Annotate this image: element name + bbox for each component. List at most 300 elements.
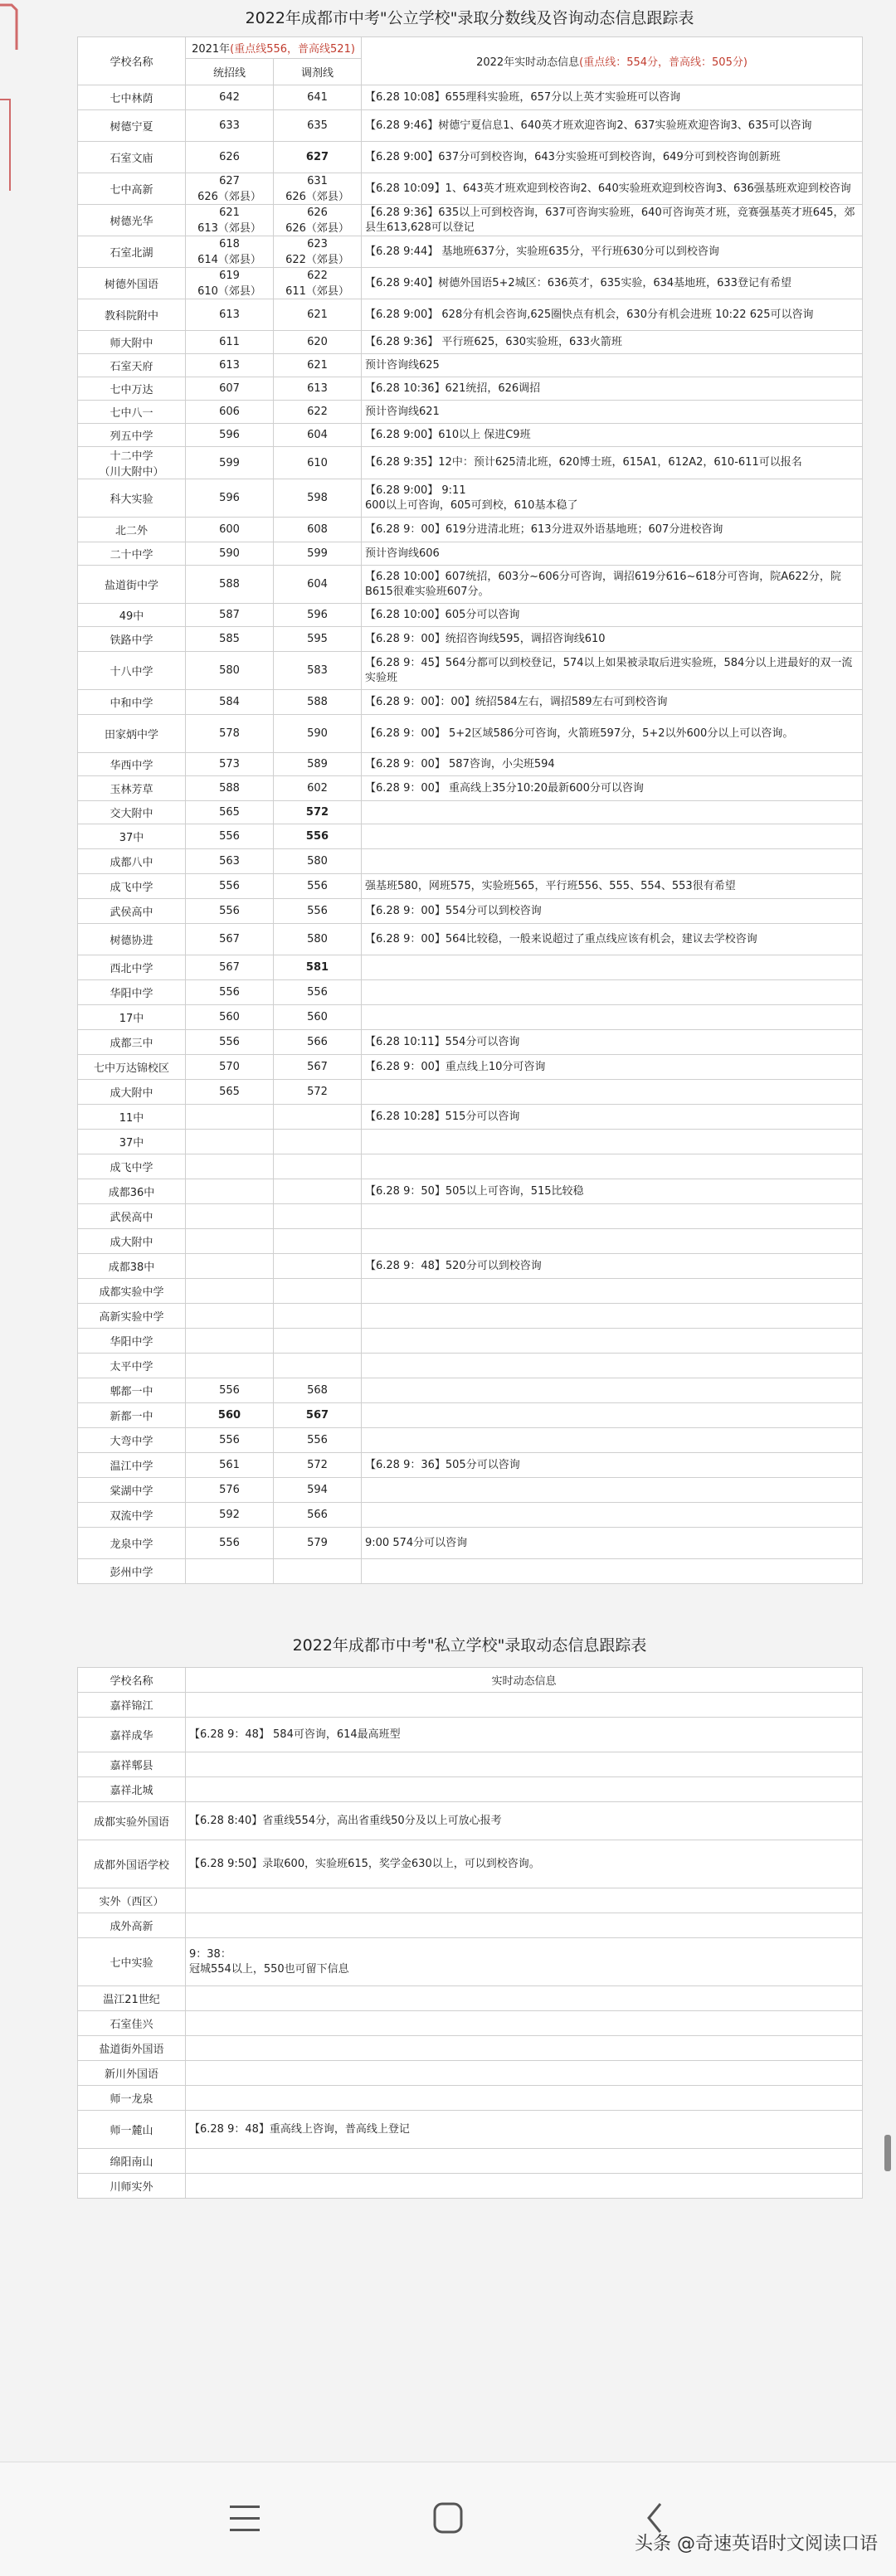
tongzhao-cell [186, 1279, 274, 1304]
table-row [78, 1840, 863, 1888]
col-header-school: 学校名称 [78, 37, 186, 85]
tiaoji-cell: 613 [274, 377, 362, 401]
tongzhao-cell: 556 [186, 1428, 274, 1453]
tongzhao-cell: 611 [186, 331, 274, 354]
table-row [78, 1528, 863, 1559]
table-row [78, 1179, 863, 1204]
menu-icon[interactable] [220, 2496, 270, 2542]
col-header-2021: 2021年(重点线556，普高线521) [186, 37, 362, 59]
table-row [78, 1478, 863, 1503]
tiaoji-cell: 626 626（郊县） [274, 205, 362, 236]
school-name-cell: 铁路中学 [78, 627, 186, 652]
school-name-cell: 盐道街中学 [78, 566, 186, 604]
realtime-note-cell [362, 1304, 863, 1329]
school-name-cell: 实外（西区） [78, 1888, 186, 1913]
tiaoji-cell [274, 1179, 362, 1204]
tiaoji-cell: 590 [274, 715, 362, 753]
table-row [78, 899, 863, 924]
table-row [78, 1030, 863, 1055]
table-row [78, 447, 863, 479]
realtime-note-cell: 【6.28 9：48】 584可咨询，614最高班型 [186, 1718, 863, 1752]
school-name-cell: 郫都一中 [78, 1378, 186, 1403]
tiaoji-cell: 556 [274, 899, 362, 924]
school-name-cell: 田家炳中学 [78, 715, 186, 753]
col-header-realtime: 2022年实时动态信息(重点线：554分，普高线：505分) [362, 37, 863, 85]
table-row [78, 85, 863, 110]
realtime-note-cell: 【6.28 9:50】录取600，实验班615，奖学金630以上，可以到校咨询。 [186, 1840, 863, 1888]
tiaoji-cell: 560 [274, 1005, 362, 1030]
table-row [78, 1130, 863, 1154]
school-name-cell: 树德光华 [78, 205, 186, 236]
tongzhao-cell: 578 [186, 715, 274, 753]
tongzhao-cell [186, 1354, 274, 1378]
school-name-cell: 成都36中 [78, 1179, 186, 1204]
school-name-cell: 二十中学 [78, 542, 186, 566]
tongzhao-cell: 627 626（郊县） [186, 173, 274, 205]
tiaoji-cell: 620 [274, 331, 362, 354]
tiaoji-cell: 602 [274, 776, 362, 801]
school-name-cell: 彭州中学 [78, 1559, 186, 1584]
realtime-note-cell: 【6.28 9：00】 重高线上35分10:20最新600分可以咨询 [362, 776, 863, 801]
watermark-text: 头条 @奇速英语时文阅读口语 [635, 2534, 878, 2554]
table-row [78, 518, 863, 542]
tiaoji-cell: 641 [274, 85, 362, 110]
table-row [78, 2111, 863, 2149]
table-row [78, 2061, 863, 2086]
tiaoji-cell [274, 1204, 362, 1229]
realtime-note-cell: 【6.28 9:35】12中：预计625清北班，620博士班，615A1，612A2，610-611可以报名 [362, 447, 863, 479]
table-row [78, 299, 863, 331]
public-table-title: 2022年成都市中考"公立学校"录取分数线及咨询动态信息跟踪表 [245, 9, 694, 27]
school-name-cell: 嘉祥锦江 [78, 1693, 186, 1718]
private-schools-table [77, 1667, 863, 2199]
tiaoji-cell: 622 611（郊县） [274, 268, 362, 299]
realtime-note-cell [362, 1428, 863, 1453]
table-row [78, 824, 863, 849]
realtime-note-cell: 【6.28 9：00】统招咨询线595，调招咨询线610 [362, 627, 863, 652]
realtime-note-cell [362, 1080, 863, 1105]
school-name-cell: 七中实验 [78, 1938, 186, 1986]
realtime-note-cell [362, 1130, 863, 1154]
tongzhao-cell: 567 [186, 955, 274, 980]
realtime-note-cell: 【6.28 9:36】635以上可到校咨询，637可咨询实验班，640可咨询英才班，竞赛强基英才班645，郊县生613,628可以登记 [362, 205, 863, 236]
realtime-note-cell: 【6.28 9:44】 基地班637分，实验班635分，平行班630分可以到校咨询 [362, 236, 863, 268]
school-name-cell: 37中 [78, 824, 186, 849]
realtime-note-cell: 【6.28 9:40】树德外国语5+2城区：636英才，635实验，634基地班，633登记有希望 [362, 268, 863, 299]
tongzhao-cell: 570 [186, 1055, 274, 1080]
tongzhao-cell: 592 [186, 1503, 274, 1528]
table-row [78, 268, 863, 299]
realtime-note-cell: 预计咨询线606 [362, 542, 863, 566]
scrollbar-thumb[interactable] [884, 2135, 891, 2171]
table-row [78, 1938, 863, 1986]
table-row [78, 776, 863, 801]
tiaoji-cell [274, 1130, 362, 1154]
table-row [78, 1888, 863, 1913]
tongzhao-cell: 596 [186, 424, 274, 447]
tiaoji-cell: 572 [274, 1453, 362, 1478]
realtime-note-cell [362, 1403, 863, 1428]
tiaoji-cell: 621 [274, 299, 362, 331]
tiaoji-cell: 556 [274, 824, 362, 849]
tiaoji-cell: 581 [274, 955, 362, 980]
tiaoji-cell: 580 [274, 924, 362, 955]
tiaoji-cell [274, 1229, 362, 1254]
school-name-cell: 龙泉中学 [78, 1528, 186, 1559]
school-name-cell: 成飞中学 [78, 1154, 186, 1179]
tiaoji-cell: 567 [274, 1403, 362, 1428]
realtime-note-cell [186, 2086, 863, 2111]
realtime-note-cell: 【6.28 9：00】重点线上10分可咨询 [362, 1055, 863, 1080]
private-col-header-school: 学校名称 [78, 1668, 186, 1693]
col-header-tongzhao: 统招线 [186, 59, 274, 85]
school-name-cell: 绵阳南山 [78, 2149, 186, 2174]
tiaoji-cell: 623 622（郊县） [274, 236, 362, 268]
table-row [78, 2011, 863, 2036]
school-name-cell: 七中万达 [78, 377, 186, 401]
tongzhao-cell [186, 1304, 274, 1329]
tiaoji-cell: 566 [274, 1030, 362, 1055]
tongzhao-cell: 600 [186, 518, 274, 542]
tiaoji-cell: 635 [274, 110, 362, 142]
tongzhao-cell: 580 [186, 652, 274, 690]
tongzhao-cell: 588 [186, 566, 274, 604]
school-name-cell: 教科院附中 [78, 299, 186, 331]
tiaoji-cell: 583 [274, 652, 362, 690]
realtime-note-cell [186, 1986, 863, 2011]
table-row [78, 1718, 863, 1752]
tongzhao-cell: 621 613（郊县） [186, 205, 274, 236]
tongzhao-cell: 588 [186, 776, 274, 801]
school-name-cell: 新川外国语 [78, 2061, 186, 2086]
table-row [78, 331, 863, 354]
tiaoji-cell [274, 1304, 362, 1329]
table-row [78, 2174, 863, 2199]
school-name-cell: 师大附中 [78, 331, 186, 354]
school-name-cell: 十二中学 （川大附中） [78, 447, 186, 479]
school-name-cell: 树德外国语 [78, 268, 186, 299]
realtime-note-cell: 【6.28 10:00】607统招，603分~606分可咨询，调招619分616~618分可咨询，院A622分，院B615很难实验班607分。 [362, 566, 863, 604]
realtime-note-cell [362, 801, 863, 824]
tongzhao-cell: 576 [186, 1478, 274, 1503]
realtime-note-cell: 【6.28 9:00】 9:11 600以上可咨询，605可到校，610基本稳了 [362, 479, 863, 518]
realtime-note-cell: 【6.28 9：00】554分可以到校咨询 [362, 899, 863, 924]
tiaoji-cell: 604 [274, 566, 362, 604]
school-name-cell: 嘉祥成华 [78, 1718, 186, 1752]
tiaoji-cell: 596 [274, 604, 362, 627]
tiaoji-cell: 566 [274, 1503, 362, 1528]
table-row [78, 1559, 863, 1584]
realtime-note-cell: 【6.28 9:36】 平行班625，630实验班，633火箭班 [362, 331, 863, 354]
tongzhao-cell: 560 [186, 1403, 274, 1428]
tongzhao-cell [186, 1559, 274, 1584]
realtime-note-cell [186, 1777, 863, 1802]
tiaoji-cell: 608 [274, 518, 362, 542]
school-name-cell: 玉林芳草 [78, 776, 186, 801]
realtime-note-cell [186, 1752, 863, 1777]
school-name-cell: 武侯高中 [78, 1204, 186, 1229]
tongzhao-cell [186, 1229, 274, 1254]
school-name-cell: 川师实外 [78, 2174, 186, 2199]
tongzhao-cell [186, 1130, 274, 1154]
tongzhao-cell: 606 [186, 401, 274, 424]
public-schools-table [77, 36, 863, 1584]
table-row [78, 1154, 863, 1179]
table-row [78, 236, 863, 268]
school-name-cell: 科大实验 [78, 479, 186, 518]
realtime-note-cell: 9：38： 冠城554以上，550也可留下信息 [186, 1938, 863, 1986]
realtime-note-cell [186, 2061, 863, 2086]
tongzhao-cell: 560 [186, 1005, 274, 1030]
table-row [78, 627, 863, 652]
school-name-cell: 成都外国语学校 [78, 1840, 186, 1888]
school-name-cell: 石室佳兴 [78, 2011, 186, 2036]
table-row [78, 801, 863, 824]
tiaoji-cell: 622 [274, 401, 362, 424]
document-sheet [77, 0, 862, 2199]
realtime-note-cell: 【6.28 9：00】 587咨询，小尖班594 [362, 753, 863, 776]
school-name-cell: 嘉祥郫县 [78, 1752, 186, 1777]
school-name-cell: 嘉祥北城 [78, 1777, 186, 1802]
tongzhao-cell: 613 [186, 299, 274, 331]
tiaoji-cell: 579 [274, 1528, 362, 1559]
realtime-note-cell: 【6.28 9：00】 5+2区域586分可咨询，火箭班597分，5+2以外600分以上可以咨询。 [362, 715, 863, 753]
tiaoji-cell: 588 [274, 690, 362, 715]
school-name-cell: 成大附中 [78, 1229, 186, 1254]
school-name-cell: 七中万达锦校区 [78, 1055, 186, 1080]
tiaoji-cell: 589 [274, 753, 362, 776]
tongzhao-cell: 618 614（郊县） [186, 236, 274, 268]
tiaoji-cell [274, 1354, 362, 1378]
table-row [78, 924, 863, 955]
school-name-cell: 师一龙泉 [78, 2086, 186, 2111]
tiaoji-cell [274, 1154, 362, 1179]
table-row [78, 1005, 863, 1030]
tongzhao-cell: 599 [186, 447, 274, 479]
left-edge-mark [0, 0, 18, 199]
school-name-cell: 新都一中 [78, 1403, 186, 1428]
tiaoji-cell: 556 [274, 980, 362, 1005]
realtime-note-cell: 【6.28 9：48】520分可以到校咨询 [362, 1254, 863, 1279]
school-name-cell: 七中林荫 [78, 85, 186, 110]
tongzhao-cell: 642 [186, 85, 274, 110]
realtime-note-cell [362, 980, 863, 1005]
tiaoji-cell [274, 1279, 362, 1304]
tongzhao-cell: 556 [186, 824, 274, 849]
table-row [78, 1503, 863, 1528]
school-name-cell: 武侯高中 [78, 899, 186, 924]
tiaoji-cell: 556 [274, 1428, 362, 1453]
realtime-note-cell: 【6.28 9:00】637分可到校咨询，643分实验班可到校咨询，649分可到校咨询创新班 [362, 142, 863, 173]
school-name-cell: 盐道街外国语 [78, 2036, 186, 2061]
school-name-cell: 成都八中 [78, 849, 186, 874]
tiaoji-cell: 599 [274, 542, 362, 566]
table-row [78, 2086, 863, 2111]
tongzhao-cell: 596 [186, 479, 274, 518]
realtime-note-cell [362, 1279, 863, 1304]
realtime-note-cell: 【6.28 9:00】610以上 保进C9班 [362, 424, 863, 447]
school-name-cell: 华阳中学 [78, 980, 186, 1005]
realtime-note-cell [362, 1559, 863, 1584]
realtime-note-cell: 【6.28 10:08】655理科实验班，657分以上英才实验班可以咨询 [362, 85, 863, 110]
tongzhao-cell [186, 1179, 274, 1204]
realtime-note-cell: 【6.28 9：45】564分都可以到校登记，574以上如果被录取后进实验班，584分以上进最好的双一流实验班 [362, 652, 863, 690]
school-name-cell: 华西中学 [78, 753, 186, 776]
school-name-cell: 西北中学 [78, 955, 186, 980]
table-row [78, 479, 863, 518]
realtime-note-cell: 【6.28 10:09】1、643英才班欢迎到校咨询2、640实验班欢迎到校咨询3、636强基班欢迎到校咨询 [362, 173, 863, 205]
table-row [78, 1752, 863, 1777]
realtime-note-cell: 【6.28 9：00】619分进清北班；613分进双外语基地班；607分进校咨询 [362, 518, 863, 542]
realtime-note-cell [362, 1329, 863, 1354]
realtime-note-cell [362, 1378, 863, 1403]
school-name-cell: 华阳中学 [78, 1329, 186, 1354]
tiaoji-cell: 556 [274, 874, 362, 899]
table-row [78, 1986, 863, 2011]
table-row [78, 1802, 863, 1840]
realtime-note-cell [362, 955, 863, 980]
tongzhao-cell: 561 [186, 1453, 274, 1478]
tongzhao-cell: 556 [186, 874, 274, 899]
realtime-note-cell [186, 2036, 863, 2061]
table-row [78, 1378, 863, 1403]
table-row [78, 401, 863, 424]
school-name-cell: 太平中学 [78, 1354, 186, 1378]
school-name-cell: 师一麓山 [78, 2111, 186, 2149]
table-row [78, 849, 863, 874]
tongzhao-cell: 565 [186, 1080, 274, 1105]
table-row [78, 1354, 863, 1378]
school-name-cell: 37中 [78, 1130, 186, 1154]
tongzhao-cell: 607 [186, 377, 274, 401]
realtime-note-cell [186, 2174, 863, 2199]
private-table-title: 2022年成都市中考"私立学校"录取动态信息跟踪表 [292, 1636, 647, 1655]
tongzhao-cell: 565 [186, 801, 274, 824]
table-row [78, 604, 863, 627]
table-row [78, 1304, 863, 1329]
tongzhao-cell: 556 [186, 1030, 274, 1055]
table-row [78, 542, 863, 566]
tongzhao-cell [186, 1254, 274, 1279]
tongzhao-cell: 556 [186, 1378, 274, 1403]
tongzhao-cell: 563 [186, 849, 274, 874]
tiaoji-cell: 572 [274, 1080, 362, 1105]
tongzhao-cell: 626 [186, 142, 274, 173]
realtime-note-cell [186, 1888, 863, 1913]
tongzhao-cell: 590 [186, 542, 274, 566]
tongzhao-cell: 619 610（郊县） [186, 268, 274, 299]
tongzhao-cell: 556 [186, 899, 274, 924]
realtime-note-cell: 【6.28 10:00】605分可以咨询 [362, 604, 863, 627]
school-name-cell: 北二外 [78, 518, 186, 542]
realtime-note-cell: 强基班580，网班575，实验班565，平行班556、555、554、553很有希望 [362, 874, 863, 899]
realtime-note-cell [186, 2011, 863, 2036]
school-name-cell: 高新实验中学 [78, 1304, 186, 1329]
tongzhao-cell: 633 [186, 110, 274, 142]
tiaoji-cell: 604 [274, 424, 362, 447]
table-row [78, 753, 863, 776]
table-row [78, 1693, 863, 1718]
col-header-tiaoji: 调剂线 [274, 59, 362, 85]
tiaoji-cell [274, 1254, 362, 1279]
tiaoji-cell: 610 [274, 447, 362, 479]
table-row [78, 1403, 863, 1428]
school-name-cell: 石室天府 [78, 354, 186, 377]
table-row [78, 652, 863, 690]
school-name-cell: 树德协进 [78, 924, 186, 955]
tiaoji-cell: 627 [274, 142, 362, 173]
school-name-cell: 成飞中学 [78, 874, 186, 899]
tiaoji-cell: 568 [274, 1378, 362, 1403]
tongzhao-cell: 613 [186, 354, 274, 377]
table-row [78, 955, 863, 980]
school-name-cell: 成外高新 [78, 1913, 186, 1938]
realtime-note-cell: 【6.28 9：48】重高线上咨询，普高线上登记 [186, 2111, 863, 2149]
table-row [78, 874, 863, 899]
realtime-note-cell: 预计咨询线621 [362, 401, 863, 424]
school-name-cell: 中和中学 [78, 690, 186, 715]
table-row [78, 110, 863, 142]
school-name-cell: 七中高新 [78, 173, 186, 205]
tiaoji-cell: 621 [274, 354, 362, 377]
realtime-note-cell: 【6.28 9:00】 628分有机会咨询,625圈快点有机会，630分有机会进班 10:22 625可以咨询 [362, 299, 863, 331]
school-name-cell: 成都实验中学 [78, 1279, 186, 1304]
home-icon[interactable] [423, 2496, 473, 2542]
table-row [78, 377, 863, 401]
school-name-cell: 17中 [78, 1005, 186, 1030]
tiaoji-cell: 594 [274, 1478, 362, 1503]
tongzhao-cell: 587 [186, 604, 274, 627]
realtime-note-cell [186, 1693, 863, 1718]
tongzhao-cell: 573 [186, 753, 274, 776]
table-row [78, 566, 863, 604]
tiaoji-cell: 567 [274, 1055, 362, 1080]
table-row [78, 2149, 863, 2174]
table-row [78, 1777, 863, 1802]
realtime-note-cell [362, 849, 863, 874]
school-name-cell: 成都三中 [78, 1030, 186, 1055]
tongzhao-cell: 556 [186, 1528, 274, 1559]
table-row [78, 354, 863, 377]
school-name-cell: 成都38中 [78, 1254, 186, 1279]
realtime-note-cell [362, 1503, 863, 1528]
table-row [78, 715, 863, 753]
table-row [78, 142, 863, 173]
tiaoji-cell: 572 [274, 801, 362, 824]
realtime-note-cell: 【6.28 10:36】621统招，626调招 [362, 377, 863, 401]
realtime-note-cell [362, 1478, 863, 1503]
school-name-cell: 11中 [78, 1105, 186, 1130]
table-row [78, 1279, 863, 1304]
tiaoji-cell: 598 [274, 479, 362, 518]
system-nav-bar [0, 2462, 896, 2576]
realtime-note-cell [362, 1005, 863, 1030]
table-row [78, 1229, 863, 1254]
realtime-note-cell: 预计咨询线625 [362, 354, 863, 377]
school-name-cell: 棠湖中学 [78, 1478, 186, 1503]
table-row [78, 980, 863, 1005]
realtime-note-cell: 9:00 574分可以咨询 [362, 1528, 863, 1559]
realtime-note-cell [362, 824, 863, 849]
tiaoji-cell: 595 [274, 627, 362, 652]
realtime-note-cell [362, 1354, 863, 1378]
realtime-note-cell: 【6.28 10:28】515分可以咨询 [362, 1105, 863, 1130]
realtime-note-cell: 【6.28 9:46】树德宁夏信息1、640英才班欢迎咨询2、637实验班欢迎咨询3、635可以咨询 [362, 110, 863, 142]
school-name-cell: 双流中学 [78, 1503, 186, 1528]
tiaoji-cell: 580 [274, 849, 362, 874]
tongzhao-cell [186, 1154, 274, 1179]
tongzhao-cell [186, 1204, 274, 1229]
